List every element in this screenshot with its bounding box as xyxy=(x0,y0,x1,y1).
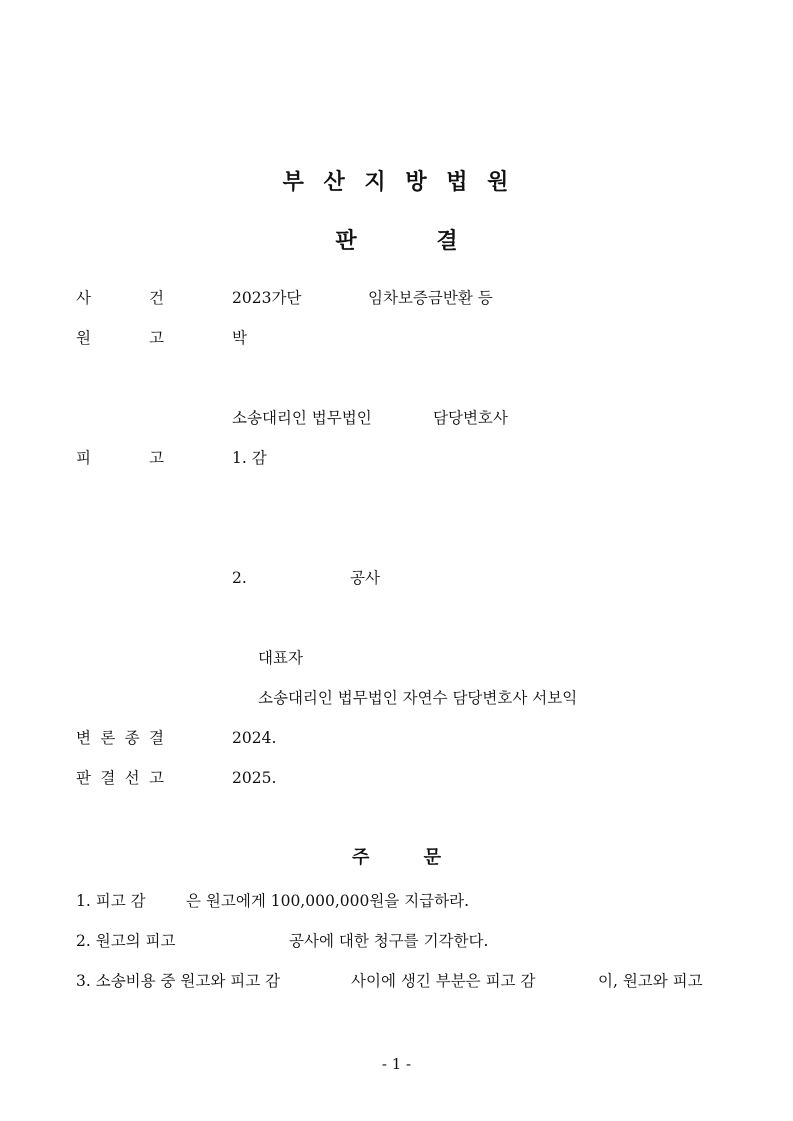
closing-label-char: 론 xyxy=(100,729,116,747)
judgment-date: 2025. xyxy=(232,769,277,787)
case-label-char: 사 xyxy=(76,289,91,307)
closing-label-char: 종 xyxy=(124,729,140,747)
defendant-item-2-number: 2. xyxy=(232,569,247,587)
plaintiff-attorney-in-charge: 담당변호사 xyxy=(433,409,508,427)
order-line-1-part-1: 1. 피고 감 xyxy=(76,892,146,910)
court-name: 부 산 지 방 법 원 xyxy=(282,170,511,195)
closing-argument-date: 2024. xyxy=(232,729,277,747)
closing-argument-label xyxy=(76,727,164,749)
closing-label-char: 변 xyxy=(76,729,91,747)
plaintiff-label-char: 고 xyxy=(149,329,164,347)
defendant-item-1: 1. 감 xyxy=(232,449,267,467)
closing-label-char: 결 xyxy=(148,729,164,747)
case-number: 2023가단 xyxy=(232,289,302,307)
page-number: - 1 - xyxy=(381,1055,412,1073)
document-title: 판 결 xyxy=(335,229,458,254)
plaintiff-label-char: 원 xyxy=(76,329,91,347)
plaintiff-attorney: 소송대리인 법무법인 xyxy=(232,409,372,427)
order-line-3-part-2: 사이에 생긴 부분은 피고 감 xyxy=(351,972,536,990)
order-line-2-part-1: 2. 원고의 피고 xyxy=(76,932,176,950)
judgment-label-char: 선 xyxy=(124,769,140,787)
case-label-char: 건 xyxy=(149,289,164,307)
defendant-representative: 대표자 xyxy=(258,649,303,667)
defendant-attorney: 소송대리인 법무법인 자연수 담당변호사 서보익 xyxy=(258,689,578,707)
defendant-label-char: 피 xyxy=(76,449,91,467)
defendant-item-2-name: 공사 xyxy=(350,569,380,587)
defendant-label xyxy=(76,447,164,469)
case-label xyxy=(76,287,164,309)
plaintiff-label xyxy=(76,327,164,349)
order-line-2-part-2: 공사에 대한 청구를 기각한다. xyxy=(289,932,489,950)
order-line-1-part-2: 은 원고에게 100,000,000원을 지급하라. xyxy=(186,892,470,910)
order-title: 주 문 xyxy=(351,847,442,868)
judgment-label-char: 결 xyxy=(100,769,116,787)
order-line-3-part-1: 3. 소송비용 중 원고와 피고 감 xyxy=(76,972,281,990)
case-name: 임차보증금반환 등 xyxy=(368,289,493,307)
judgment-label-char: 고 xyxy=(148,769,164,787)
judgment-label-char: 판 xyxy=(76,769,91,787)
plaintiff-name: 박 xyxy=(232,329,247,347)
judgment-date-label xyxy=(76,767,164,789)
defendant-label-char: 고 xyxy=(149,449,164,467)
order-line-3-part-3: 이, 원고와 피고 xyxy=(598,972,703,990)
